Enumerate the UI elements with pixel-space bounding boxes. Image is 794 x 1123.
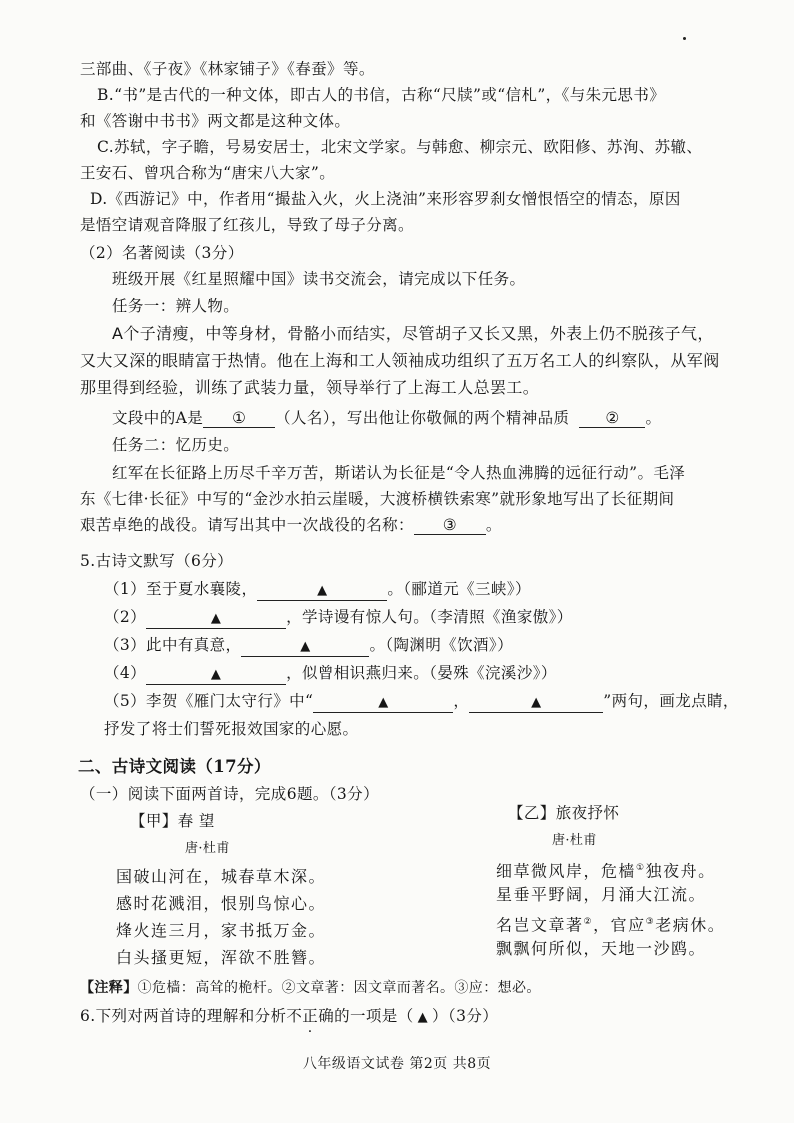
footnote-marker-2: ② [583, 917, 594, 927]
annotation [80, 977, 541, 999]
q4-option-d-line2: 是悟空请观音降服了红孩儿，导致了母子分离。 [80, 216, 414, 234]
poem-a-title: 【甲】春 望 [130, 812, 215, 830]
reading-intro: 班级开展《红星照耀中国》读书交流会，请完成以下任务。 [112, 270, 526, 288]
task-one-question-mid: （人名），写出他让你敬佩的两个精神品质 [275, 409, 570, 427]
history-line3 [80, 514, 502, 536]
poem-b-line-2: 星垂平野阔，月涌大江流。 [496, 885, 707, 904]
poem-b-line-3-pre: 名岂文章著 [496, 915, 584, 935]
q5-item-3 [104, 634, 513, 657]
poem-a-author: 唐·杜甫 [185, 841, 230, 856]
q5-blank-4[interactable]: ▲ [146, 666, 286, 685]
subsection-classic-reading-title: （2）名著阅读（3分） [80, 244, 244, 262]
q5-blank-2[interactable]: ▲ [146, 610, 286, 629]
q4-option-b-line2: 和《答谢中书书》两文都是这种文体。 [80, 112, 351, 130]
q5-item-1-pre: （1）至于夏水襄陵， [104, 580, 258, 598]
scan-speck [683, 37, 686, 40]
task-one-title: 任务一：辨人物。 [112, 297, 240, 315]
poem-a-line-2: 感时花溅泪，恨别鸟惊心。 [116, 894, 327, 913]
q5-item-3-pre: （3）此中有真意， [104, 636, 242, 654]
q5-item-5-line2: 抒发了将士们誓死报效国家的心愿。 [104, 720, 359, 738]
q6-stem-end: ）（3分） [432, 1007, 499, 1025]
q5-blank-5b[interactable]: ▲ [469, 694, 603, 713]
q4-option-c-line1: C.苏轼，字子瞻，号易安居士，北宋文学家。与韩愈、柳宗元、欧阳修、苏洵、苏辙、 [97, 138, 703, 156]
page-footer: 八年级语文试卷 第2页 共8页 [302, 1056, 492, 1072]
poem-a-line-1: 国破山河在，城春草木深。 [116, 867, 327, 886]
task-one-question [112, 407, 661, 429]
history-line1: 红军在长征路上历尽千辛万苦，斯诺认为长征是“令人热血沸腾的远征行动”。毛泽 [112, 464, 686, 482]
poem-b-line-1-end: 独夜舟。 [645, 861, 716, 881]
history-line3-pre: 艰苦卓绝的战役。请写出其中一次战役的名称： [80, 516, 414, 534]
q5-item-2 [104, 606, 573, 629]
q5-blank-3[interactable]: ▲ [241, 638, 369, 657]
section-two-title: 二、古诗文阅读（17分） [78, 757, 271, 776]
q5-blank-5a[interactable]: ▲ [313, 694, 453, 713]
poem-b-line-1-pre: 细草微风岸，危樯 [496, 861, 637, 881]
q5-item-5-comma: ， [453, 692, 470, 710]
q6-emphasis: 不正确 [286, 1007, 335, 1025]
annotation-text: ①危樯：高耸的桅杆。②文章著：因文章而著名。③应：想必。 [137, 980, 541, 996]
q4-option-b-line1: B.“书”是古代的一种文体，即古人的书信，古称“尺牍”或“信札”，《与朱元思书》 [97, 86, 666, 104]
q5-title: 5.古诗文默写（6分） [80, 552, 234, 570]
answer-blank-2[interactable]: ② [579, 409, 645, 428]
q5-item-5-end: ”两句，画龙点睛， [603, 692, 739, 710]
q5-item-5 [104, 690, 739, 713]
poem-b-author: 唐·杜甫 [552, 833, 597, 848]
q5-item-1 [104, 578, 531, 601]
footnote-marker-1: ① [636, 863, 646, 873]
answer-blank-3[interactable]: ③ [414, 516, 486, 535]
poem-b-line-4: 飘飘何所似，天地一沙鸥。 [496, 939, 707, 958]
q4-option-c-line2: 王安石、曾巩合称为“唐宋八大家”。 [80, 164, 336, 182]
q5-item-4 [104, 662, 557, 685]
section-two-part1-title: （一）阅读下面两首诗，完成6题。（3分） [80, 785, 379, 803]
q6-answer-slot[interactable]: ▲ [417, 1010, 429, 1025]
history-line2: 东《七律·长征》中写的“金沙水拍云崖暖，大渡桥横铁索寒”就形象地写出了长征期间 [80, 490, 675, 508]
passage-line2: 又大又深的眼睛富于热情。他在上海和工人领袖成功组织了五万名工人的纠察队，从军阀 [80, 351, 720, 370]
footnote-marker-3: ③ [645, 917, 656, 927]
task-one-question-end: 。 [645, 409, 662, 427]
history-line3-end: 。 [485, 516, 502, 534]
q6-stem-pre: 6.下列对两首诗的理解和分析 [80, 1007, 287, 1025]
poem-b-line-3 [496, 911, 725, 936]
answer-blank-1[interactable]: ① [203, 409, 275, 428]
q6-stem-post: 的一项是（ [334, 1007, 414, 1025]
q4-option-d-line1: D.《西游记》中，作者用“撮盐入火，火上浇油”来形容罗刹女憎恨悟空的情态，原因 [90, 190, 681, 208]
task-two-title: 任务二：忆历史。 [112, 436, 240, 454]
q6-stem [80, 1005, 498, 1029]
q5-item-2-pre: （2） [104, 608, 147, 626]
q5-item-1-source: 。（郦道元《三峡》） [387, 580, 531, 598]
q5-item-4-source: ，似曾相识燕归来。（晏殊《浣溪沙》） [286, 664, 557, 682]
q5-item-4-pre: （4） [104, 664, 147, 682]
q5-item-2-source: ，学诗谩有惊人句。（李清照《渔家傲》） [286, 608, 573, 626]
poem-a-line-4: 白头搔更短，浑欲不胜簪。 [116, 948, 327, 967]
passage-line1: A个子清瘦，中等身材，骨骼小而结实，尽管胡子又长又黑，外表上仍不脱孩子气， [112, 324, 714, 343]
q5-blank-1[interactable]: ▲ [257, 582, 387, 601]
poem-b-line-3-mid: ，官应 [593, 915, 646, 935]
q5-item-5-pre: （5）李贺《雁门太守行》中“ [104, 692, 314, 710]
poem-b-title: 【乙】旅夜抒怀 [508, 804, 620, 822]
task-one-question-pre: 文段中的A是 [112, 409, 204, 427]
poem-b-line-3-end: 老病休。 [655, 915, 726, 935]
annotation-label: 【注释】 [80, 980, 138, 996]
poem-a-line-3: 烽火连三月，家书抵万金。 [116, 921, 327, 940]
poem-b-line-1 [496, 857, 716, 882]
q5-item-3-source: 。（陶渊明《饮酒》） [369, 636, 513, 654]
q4-line-a-end: 三部曲、《子夜》《林家铺子》《春蚕》等。 [80, 60, 375, 78]
passage-line3: 那里得到经验，训练了武装力量，领导举行了上海工人总罢工。 [80, 378, 540, 397]
